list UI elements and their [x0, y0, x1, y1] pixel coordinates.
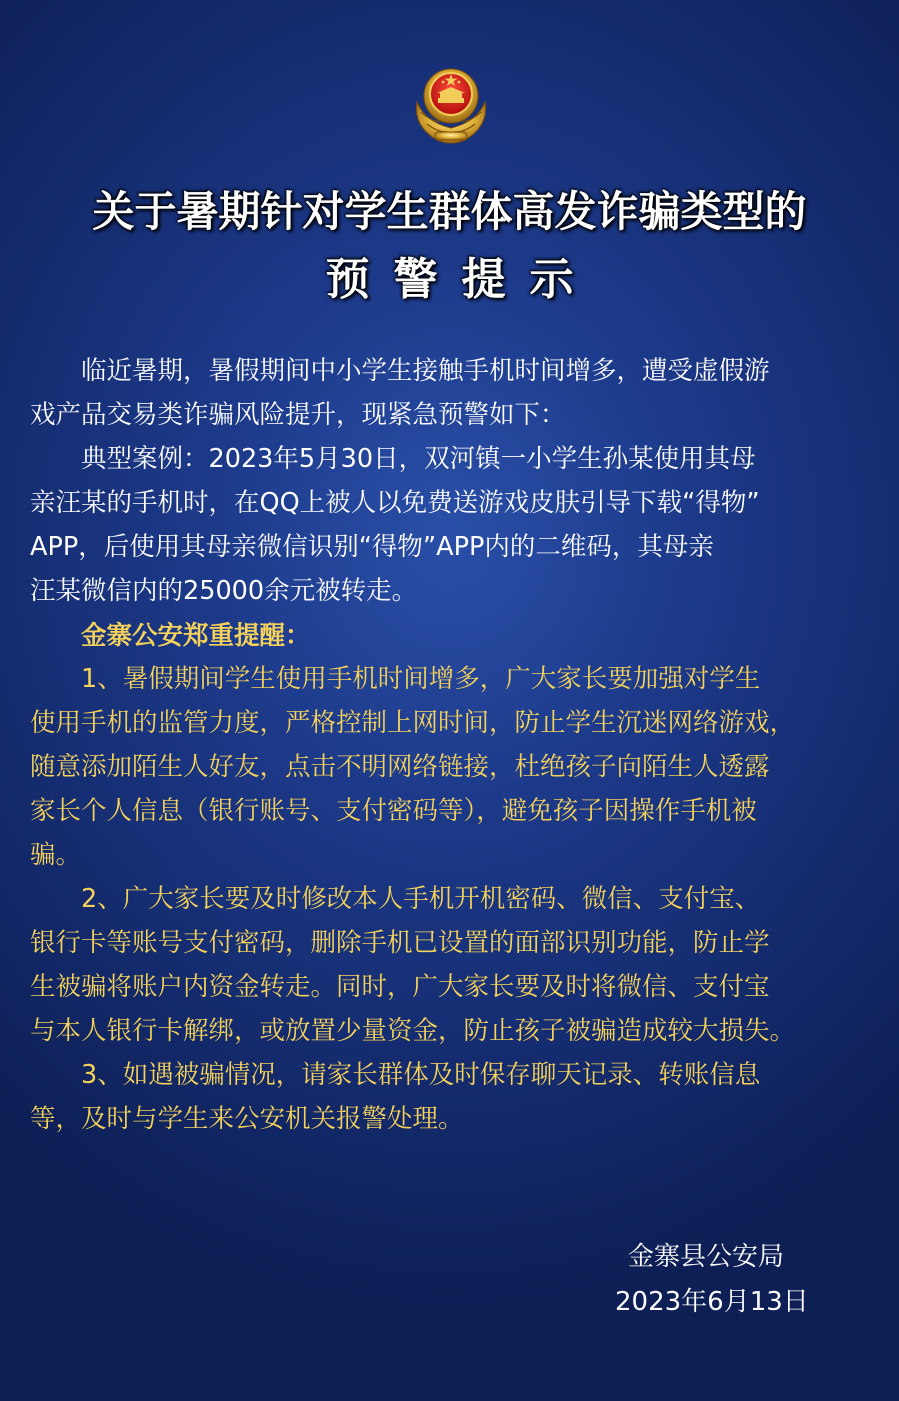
reminder-line: 骗。 [30, 840, 82, 870]
page-title: 关于暑期针对学生群体高发诈骗类型的 [92, 187, 807, 236]
reminder-heading: 金寨公安郑重提醒： [30, 621, 311, 651]
reminder-line: 3、如遇被骗情况，请家长群体及时保存聊天记录、转账信息 [30, 1060, 761, 1090]
signature-date: 2023年6月13日 [615, 1287, 809, 1317]
police-emblem-icon [407, 62, 495, 146]
intro-line: 临近暑期，暑假期间中小学生接触手机时间增多，遭受虚假游 [30, 356, 770, 386]
reminder-line: 1、暑假期间学生使用手机时间增多，广大家长要加强对学生 [30, 664, 761, 694]
intro-line: 戏产品交易类诈骗风险提升，现紧急预警如下： [30, 400, 566, 430]
signature-org: 金寨县公安局 [628, 1242, 785, 1272]
case-line: 亲汪某的手机时，在QQ上被人以免费送游戏皮肤引导下载“得物” [30, 488, 760, 518]
reminder-line: 2、广大家长要及时修改本人手机开机密码、微信、支付宝、 [30, 884, 761, 914]
reminder-line: 与本人银行卡解绑，或放置少量资金，防止孩子被骗造成较大损失。 [30, 1016, 796, 1046]
reminder-line: 等，及时与学生来公安机关报警处理。 [30, 1104, 464, 1134]
reminder-line: 家长个人信息（银行账号、支付密码等），避免孩子因操作手机被 [30, 796, 757, 826]
case-line: 典型案例：2023年5月30日，双河镇一小学生孙某使用其母 [30, 444, 756, 474]
case-line: APP，后使用其母亲微信识别“得物”APP内的二维码，其母亲 [30, 532, 714, 562]
reminder-line: 银行卡等账号支付密码，删除手机已设置的面部识别功能，防止学 [30, 928, 770, 958]
page-subtitle: 预警提示 [325, 254, 598, 305]
reminder-line: 使用手机的监管力度，严格控制上网时间，防止学生沉迷网络游戏， [30, 708, 796, 738]
reminder-line: 生被骗将账户内资金转走。同时，广大家长要及时将微信、支付宝 [30, 972, 770, 1002]
case-line: 汪某微信内的25000余元被转走。 [30, 576, 418, 606]
reminder-line: 随意添加陌生人好友，点击不明网络链接，杜绝孩子向陌生人透露 [30, 752, 770, 782]
